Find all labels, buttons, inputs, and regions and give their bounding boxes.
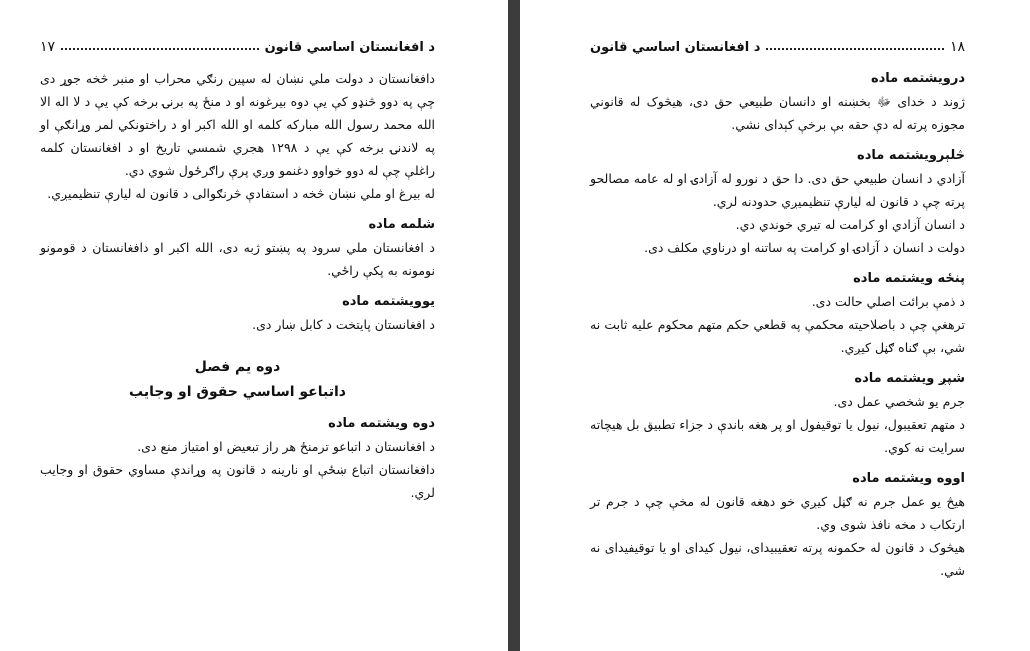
paragraph: دافغانستان د دولت ملي نښان له سپين رنګي محراب او منبر څخه جوړ دی چې په دوو څنډو کې يې دوه بيرغونه او د منځ په برنۍ برخه کې يې د لا اله الا الله محمد رسول الله مبارکه کلمه او الله اکبر او د راختونکي لمر وړانګې او په لاندنۍ برخه کې يې د ۱۲۹۸ هجري شمسي تاريخ او د افغانستان کلمه راغلې چې له دوو خواوو دغنمو وږي پرې راګرځول شوي دي. [40, 71, 435, 178]
binding-gutter [508, 0, 520, 651]
paragraph: ژوند د خدای ﷻ بخښنه او دانسان طبيعي حق دی، هيڅوک له قانوني مجوزه پرته له دې حقه بې برخې کېدای نشي. [590, 94, 965, 132]
chapter-title: دوه يم فصل [194, 359, 281, 375]
paragraph: دولت د انسان د آزادۍ او کرامت په ساتنه او درناوي مکلف دی. [644, 240, 965, 255]
running-title: د افغانستان اساسي قانون [264, 39, 435, 55]
page-header [590, 36, 965, 58]
paragraph: د انسان آزادي او کرامت له تيري خوندي دي. [735, 217, 965, 232]
article-heading: شپږ ويشتمه ماده [854, 371, 965, 386]
article-heading: پنځه ويشتمه ماده [853, 271, 965, 286]
paragraph: آزادي د انسان طبيعي حق دی. دا حق د نورو له آزادۍ او له عامه مصالحو پرته چې د قانون له لیارې تنظيميږي حدودنه لري. [590, 171, 965, 209]
paragraph: د افغانستان پايتخت د کابل ښار دی. [252, 317, 435, 332]
paragraph: دافغانستان اتباع ښځې او نارينه د قانون په وړاندې مساوي حقوق او وجايب لري. [40, 462, 435, 500]
page-number: ١٨ [949, 39, 965, 55]
article-heading: دوه ويشتمه ماده [328, 416, 435, 431]
page-body [590, 67, 965, 582]
header-dot-leader [766, 48, 944, 50]
paragraph: د افغانستان د اتباعو ترمنځ هر راز تبعيض او امتياز منع دی. [137, 439, 435, 454]
left-page [40, 0, 435, 651]
paragraph: هيڅوک د قانون له حکمونه پرته تعقيبيدای، نيول کيدای او يا توقيفيدای نه شي. [590, 540, 965, 578]
paragraph: له بيرغ او ملي نښان څخه د استفادې څرنګوالی د قانون له لیارې تنظيميږي. [47, 186, 435, 201]
chapter-heading [40, 354, 435, 404]
paragraph: د متهم تعقيبول، نيول يا توقيفول او پر هغه باندې د جزاء تطبيق بل هيچاته سرايت نه کوي. [590, 417, 965, 455]
paragraph: د ذمې برائت اصلي حالت دی. [811, 294, 965, 309]
chapter-subtitle: داتباعو اساسي حقوق او وجايب [129, 384, 346, 400]
running-title: د افغانستان اساسي قانون [590, 39, 761, 55]
article-heading: اووه ويشتمه ماده [852, 471, 965, 486]
article-heading: شلمه ماده [368, 217, 435, 232]
right-page [590, 0, 965, 651]
page-header [40, 36, 435, 58]
article-heading: څلېرويشتمه ماده [857, 148, 965, 163]
paragraph: هيڅ يو عمل جرم نه ګڼل کيږي خو دهغه قانون له مخې چې د جرم تر ارتکاب د مخه نافذ شوی وي. [590, 494, 965, 532]
article-heading: يوويشتمه ماده [342, 294, 435, 309]
article-heading: درويشتمه ماده [870, 71, 965, 86]
page-body [40, 67, 435, 504]
page-number: ١٧ [40, 39, 56, 55]
paragraph: د افغانستان ملي سرود په پښتو ژبه دی، الله اکبر او دافغانستان د قومونو نومونه به پکې راځي. [40, 240, 435, 278]
paragraph: ترهغې چې د باصلاحيته محکمې په قطعي حکم متهم محکوم عليه ثابت نه شي، بې ګناه ګڼل کيږي. [590, 317, 965, 355]
paragraph: جرم يو شخصي عمل دی. [833, 394, 965, 409]
header-dot-leader [61, 48, 259, 50]
